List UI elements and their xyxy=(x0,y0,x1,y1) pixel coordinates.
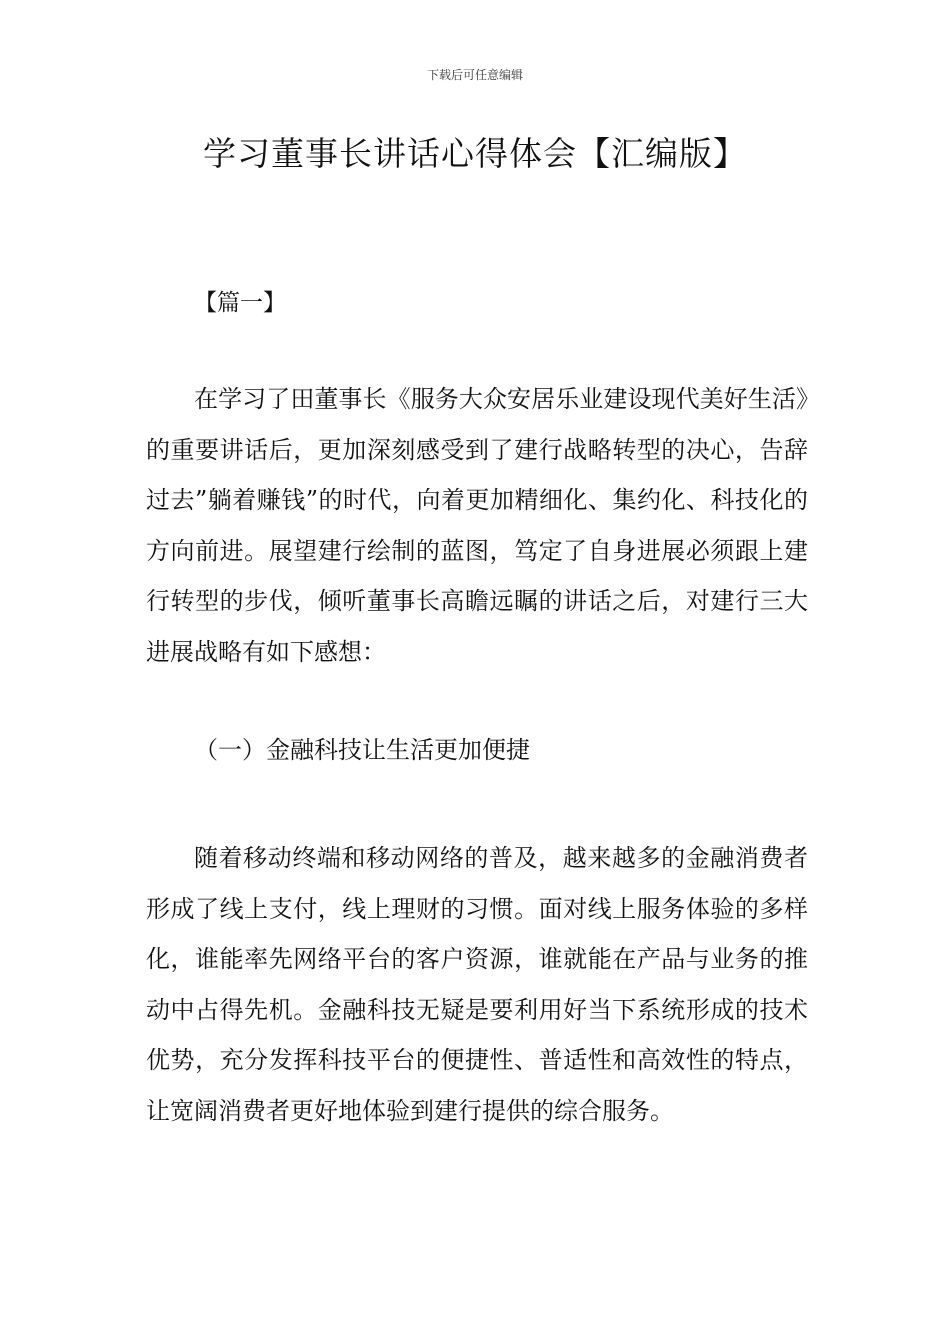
body-paragraph-1: 在学习了田董事长《服务大众安居乐业建设现代美好生活》的重要讲话后，更加深刻感受到了建行战略转型的决心，告辞过去”躺着赚钱”的时代，向着更加精细化、集约化、科技化的方向前进。展望建行绘制的蓝图，笃定了自身进展必须跟上建行转型的步伐，倾听董事长高瞻远瞩的讲话之后，对建行三大进展战略有如下感想： xyxy=(146,385,808,666)
section-label: 【篇一】 xyxy=(194,290,286,316)
document-title: 学习董事长讲话心得体会【汇编版】 xyxy=(203,134,747,173)
header-note: 下载后可任意编辑 xyxy=(426,68,523,82)
subheading-fintech: （一）金融科技让生活更加便捷 xyxy=(194,736,530,764)
body-paragraph-2: 随着移动终端和移动网络的普及，越来越多的金融消费者形成了线上支付，线上理财的习惯。面对线上服务体验的多样化，谁能率先网络平台的客户资源，谁就能在产品与业务的推动中占得先机。金融科技无疑是要利用好当下系统形成的技术优势，充分发挥科技平台的便捷性、普适性和高效性的特点，让宽阔消费者更好地体验到建行提供的综合服务。 xyxy=(146,844,808,1125)
